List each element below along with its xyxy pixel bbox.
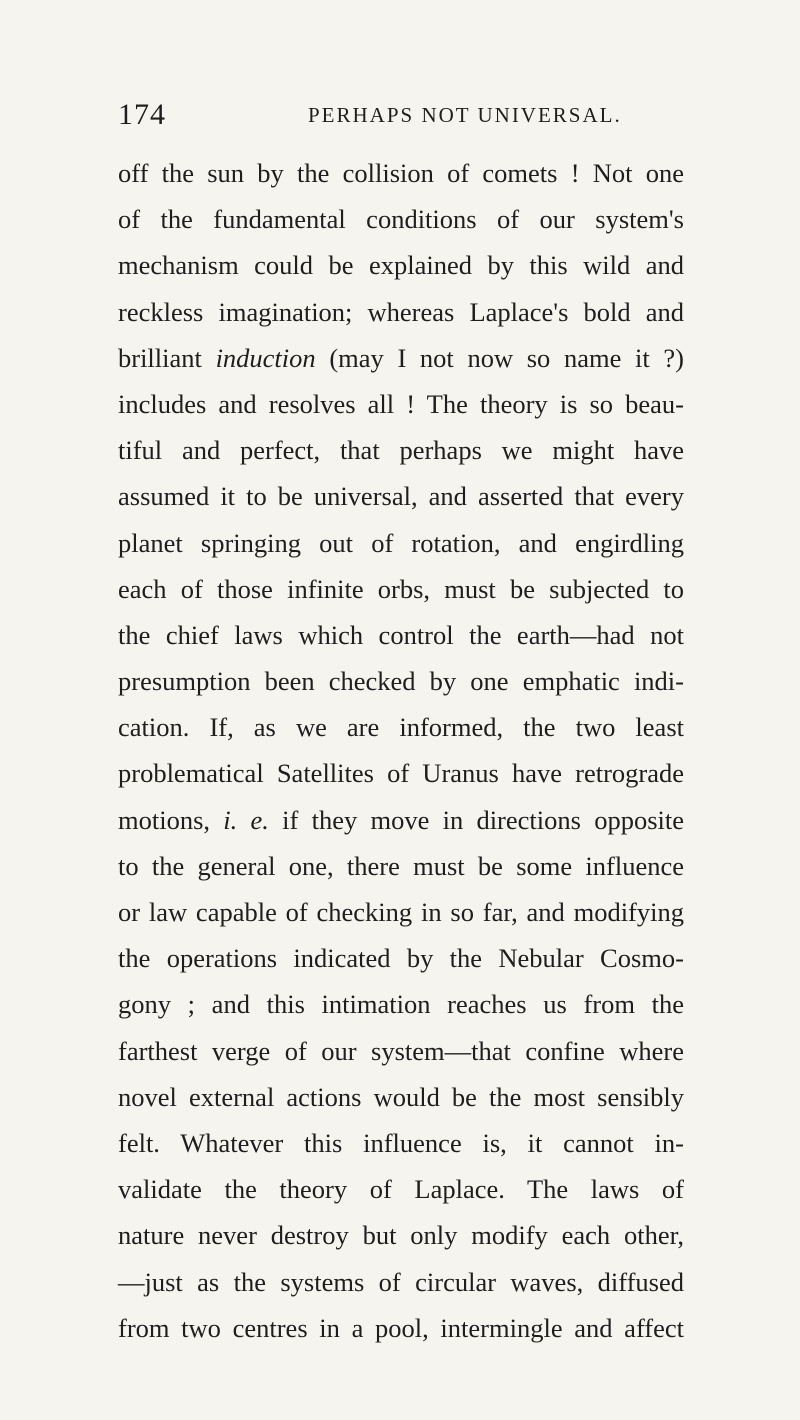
text-line: gony ; and this intimation reaches us from the [118, 989, 684, 1020]
text-line [118, 335, 684, 381]
text-line: each of those infinite orbs, must be subjected to [118, 573, 684, 604]
text-line: the operations indicated by the Nebular Cosmo- [118, 943, 684, 974]
text-line: tiful and perfect, that perhaps we might have [118, 435, 684, 466]
italic-word: induction [215, 342, 316, 373]
text-line: off the sun by the collision of comets ! Not one [118, 158, 684, 188]
text-line: novel external actions would be the most sensibly [118, 1081, 684, 1112]
text-line: planet springing out of rotation, and engirdling [118, 527, 684, 558]
text-line: felt. Whatever this influence is, it cannot in- [118, 1127, 684, 1158]
text-line [118, 797, 684, 843]
text-line: mechanism could be explained by this wild and [118, 250, 684, 281]
text-line: —just as the systems of circular waves, diffused [118, 1266, 684, 1297]
text-line: nature never destroy but only modify each other, [118, 1220, 684, 1251]
text-line: validate the theory of Laplace. The laws of [118, 1174, 684, 1205]
body-text [118, 150, 684, 1351]
text-segment: (may I not now so name it ?) [315, 342, 684, 373]
page-number: 174 [118, 98, 166, 131]
text-line: to the general one, there must be some influence [118, 850, 684, 881]
text-line: assumed it to be universal, and asserted that every [118, 481, 684, 512]
running-head [118, 98, 638, 138]
text-segment: brilliant [118, 342, 216, 373]
text-segment: if they move in directions opposite [268, 804, 684, 835]
text-line: includes and resolves all ! The theory is so beau- [118, 388, 684, 419]
text-line: farthest verge of our system—that confine where [118, 1035, 684, 1066]
text-line: of the fundamental conditions of our system's [118, 204, 684, 235]
text-line: cation. If, as we are informed, the two least [118, 712, 684, 743]
running-title: PERHAPS NOT UNIVERSAL. [308, 103, 622, 127]
text-line: the chief laws which control the earth—had not [118, 619, 684, 650]
text-segment: motions, [118, 804, 224, 835]
text-line: or law capable of checking in so far, and modifying [118, 897, 684, 927]
text-line: reckless imagination; whereas Laplace's bold and [118, 296, 684, 327]
text-line: presumption been checked by one emphatic indi- [118, 666, 684, 697]
italic-abbreviation: i. e. [223, 804, 269, 835]
text-line: from two centres in a pool, intermingle and affect [118, 1312, 684, 1343]
text-line: problematical Satellites of Uranus have retrograde [118, 758, 684, 789]
